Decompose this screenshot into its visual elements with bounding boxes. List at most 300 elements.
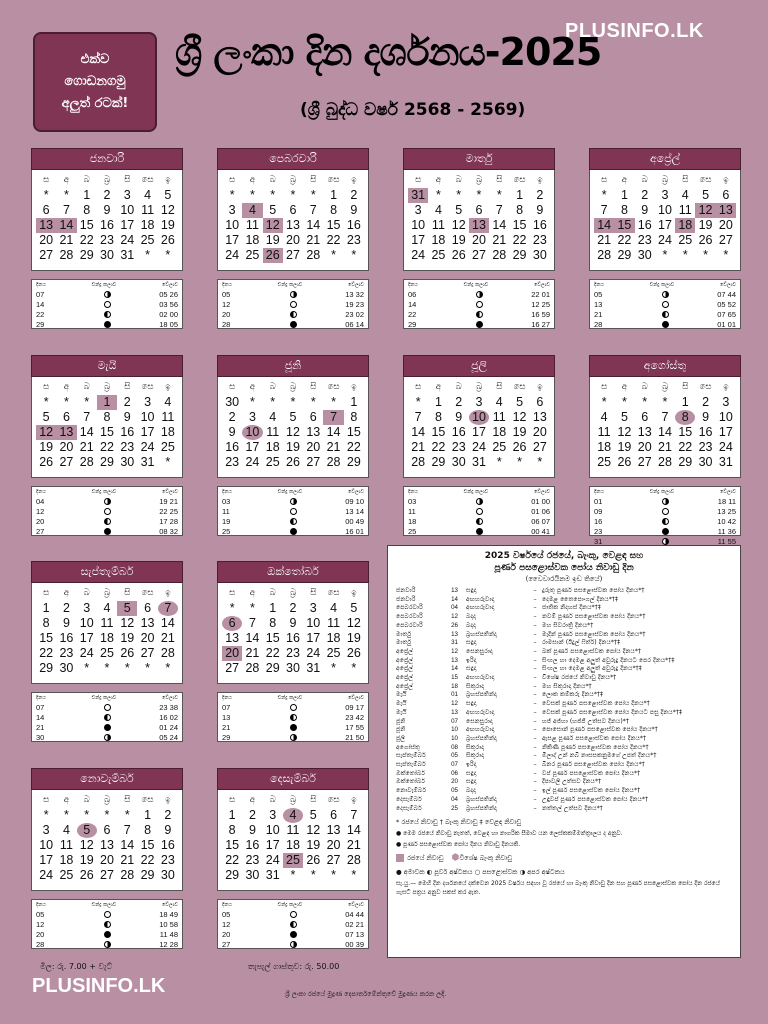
moon-new-icon xyxy=(104,528,111,535)
calendar-day: * xyxy=(703,248,708,262)
calendar-day: 7 xyxy=(158,601,178,616)
calendar-day: 20 xyxy=(306,440,321,454)
calendar-day: 23 xyxy=(59,646,74,660)
moon-phase-row xyxy=(408,319,550,329)
calendar-day: 16 xyxy=(59,631,74,645)
calendar-day: * xyxy=(723,248,729,262)
calendar-day: 17 xyxy=(245,440,260,454)
weekday-label: අ xyxy=(621,382,628,392)
month-calendar xyxy=(31,355,183,478)
holiday-legend-symbols: * රජයේ නිවාඩු † බැංකු නිවාඩු ‡ වෙළඳ නිවාඩු xyxy=(396,818,522,827)
weekday-label: සෙ xyxy=(513,382,526,392)
weekday-label: ඉ xyxy=(165,588,171,598)
holiday-date: 05 xyxy=(451,787,458,795)
calendar-day: 30 xyxy=(225,395,240,409)
calendar-day: 4 xyxy=(330,601,338,615)
calendar-day: 21 xyxy=(120,853,135,867)
phase-time: 23 38 xyxy=(159,702,178,712)
calendar-day: 1 xyxy=(228,808,236,822)
moon-phase-table xyxy=(217,692,369,742)
calendar-day: 29 xyxy=(225,868,240,882)
phase-time: 16 27 xyxy=(531,319,550,329)
calendar-day: 25 xyxy=(492,440,507,454)
calendar-day: 23 xyxy=(286,646,300,660)
moon-phase-row xyxy=(408,516,550,526)
calendar-day: 14 xyxy=(79,425,94,439)
calendar-day: 7 xyxy=(661,410,669,424)
calendar-day: 11 xyxy=(161,410,175,424)
moon-phase-row xyxy=(594,299,736,309)
calendar-day: 24 xyxy=(472,440,486,454)
calendar-day: 5 xyxy=(269,203,277,217)
calendar-day: 28 xyxy=(326,455,341,469)
phase-time: 07 65 xyxy=(717,309,736,319)
calendar-day: * xyxy=(415,395,421,409)
moon-first-icon xyxy=(290,734,297,741)
calendar-day: 25 xyxy=(326,646,341,660)
calendar-day: 28 xyxy=(346,853,361,867)
calendar-day: 13 xyxy=(637,425,652,439)
holiday-row xyxy=(396,718,732,727)
calendar-day: 30 xyxy=(120,455,135,469)
calendar-day: 9 xyxy=(123,410,131,424)
month-days xyxy=(217,170,369,271)
calendar-day: 24 xyxy=(225,248,240,262)
page-title: ශ්‍රී ලංකා දින දර්ශනය-2025 xyxy=(175,30,602,74)
weekday-label: බ්‍ර xyxy=(103,795,111,805)
moon-phase-row xyxy=(408,526,550,536)
phase-time: 11 48 xyxy=(159,929,178,939)
calendar-day: 6 xyxy=(289,203,297,217)
weekday-label: සෙ xyxy=(141,175,154,185)
calendar-day: 11 xyxy=(678,203,692,217)
phase-date: 04 xyxy=(36,496,45,506)
calendar-day: 20 xyxy=(637,440,652,454)
calendar-day: 15 xyxy=(140,838,155,852)
holiday-name: වෙසක් පූර්ණ පසළොස්වක පෝය දිනය*† xyxy=(542,700,650,708)
moon-phase-row xyxy=(594,526,736,536)
calendar-day: 23 xyxy=(346,233,361,247)
moon-new-icon xyxy=(290,528,297,535)
calendar-day: 9 xyxy=(164,823,172,837)
calendar-day: * xyxy=(104,808,110,822)
holiday-weekday: අඟහරුවාදා xyxy=(466,726,495,734)
moon-phase-row xyxy=(36,299,178,309)
phase-header: වේලාව xyxy=(347,489,364,495)
month-name: මාර්තු xyxy=(403,148,555,170)
calendar-day: 10 xyxy=(306,616,321,630)
phase-time: 23 42 xyxy=(345,712,364,722)
phase-date: 25 xyxy=(222,526,231,536)
holiday-month: මාර්තු xyxy=(396,639,412,647)
holiday-date: 13 xyxy=(451,656,458,664)
weekday-label: අ xyxy=(249,382,256,392)
calendar-day: 26 xyxy=(512,440,527,454)
weekday-label: සෙ xyxy=(327,795,340,805)
phase-header: දිනය xyxy=(36,902,46,908)
calendar-day: 19 xyxy=(160,218,175,232)
holiday-month: පෙබරවාරි xyxy=(396,613,423,621)
phase-date: 06 xyxy=(408,289,417,299)
calendar-day: 3 xyxy=(414,203,422,217)
calendar-day: 28 xyxy=(597,248,612,262)
weekday-label: සි xyxy=(496,175,503,185)
month-days xyxy=(217,583,369,684)
holiday-row xyxy=(396,622,732,631)
calendar-day: 19 xyxy=(39,440,54,454)
phase-time: 00 39 xyxy=(345,939,364,949)
moon-full-icon xyxy=(476,301,483,308)
calendar-day: 30 xyxy=(160,868,175,882)
calendar-day: 12 xyxy=(36,425,56,440)
calendar-day: * xyxy=(84,395,90,409)
moon-last-icon xyxy=(476,311,483,318)
calendar-day: 6 xyxy=(536,395,544,409)
weekday-label: ස xyxy=(601,175,608,185)
holiday-name: බිනර පූර්ණ පසළොස්වක පෝය දිනය*† xyxy=(542,761,645,769)
holiday-separator: – xyxy=(533,613,537,621)
calendar-day: 13 xyxy=(56,425,76,440)
calendar-day: 13 xyxy=(36,218,56,233)
phase-time: 12 25 xyxy=(531,299,550,309)
calendar-day: 13 xyxy=(225,631,240,645)
calendar-day: 25 xyxy=(100,646,114,660)
calendar-day: 26 xyxy=(451,248,466,262)
holiday-weekday: අඟහරුවාදා xyxy=(466,708,495,716)
phase-time: 06 07 xyxy=(531,516,550,526)
calendar-day: 21 xyxy=(326,440,341,454)
holiday-name: මීලාද් උන් නබි නාසසකනුමගේ උපත් දිනය*† xyxy=(542,752,657,760)
moon-phase-row xyxy=(222,516,364,526)
holiday-date: 13 xyxy=(451,708,458,716)
holiday-date: 31 xyxy=(451,639,458,647)
phase-date: 05 xyxy=(594,289,603,299)
calendar-day: 6 xyxy=(641,410,649,424)
calendar-day: 26 xyxy=(346,646,361,660)
calendar-day: 24 xyxy=(79,646,94,660)
calendar-day: 29 xyxy=(79,248,94,262)
moon-phase-row xyxy=(222,299,364,309)
phase-date: 11 xyxy=(408,506,416,516)
moon-last-icon xyxy=(104,518,111,525)
calendar-day: 7 xyxy=(495,203,503,217)
phase-date: 13 xyxy=(594,299,603,309)
calendar-day: 2 xyxy=(350,188,358,202)
calendar-day: 30 xyxy=(532,248,547,262)
holiday-row xyxy=(396,631,732,640)
calendar-day: 15 xyxy=(100,425,114,439)
calendar-day: 18 xyxy=(100,631,114,645)
moon-last-icon xyxy=(104,311,111,318)
calendar-day: 1 xyxy=(681,395,689,409)
phase-header: දිනය xyxy=(594,489,604,495)
calendar-day: 12 xyxy=(346,616,361,630)
moon-phase-row xyxy=(222,939,364,949)
calendar-day: 4 xyxy=(164,395,172,409)
month-name: පෙබරවාරි xyxy=(217,148,369,170)
calendar-day: 15 xyxy=(225,838,240,852)
holiday-month: මාර්තු xyxy=(396,630,412,638)
month-days xyxy=(31,583,183,684)
calendar-day: 9 xyxy=(289,616,297,630)
phase-header: දිනය xyxy=(36,489,46,495)
holiday-month: ජනවාරි xyxy=(396,587,416,594)
calendar-day: 4 xyxy=(600,410,608,424)
calendar-day: 16 xyxy=(698,425,713,439)
holiday-name: මැදින් පූර්ණ පසළොස්වක පෝය දිනය*† xyxy=(542,630,646,638)
holiday-name: වෙසක් පූර්ණ පසළොස්වක පෝය දිනයට පසු දිනය*†‡ xyxy=(542,708,683,716)
phase-date: 16 xyxy=(594,516,603,526)
weekday-label: අ xyxy=(249,175,256,185)
calendar-day: 1 xyxy=(269,601,277,615)
holiday-separator: – xyxy=(533,717,537,725)
postage-label: තැපැල් ගාස්තුව: රු. 50.00 xyxy=(248,962,340,971)
moon-phase-row xyxy=(408,506,550,516)
calendar-day: 22 xyxy=(79,233,94,247)
phase-date: 20 xyxy=(222,309,231,319)
holiday-date: 14 xyxy=(451,595,458,603)
calendar-day: 25 xyxy=(160,440,175,454)
calendar-day: 24 xyxy=(120,233,135,247)
holiday-row xyxy=(396,604,732,613)
calendar-day: 3 xyxy=(248,410,256,424)
month-name: ජූනි xyxy=(217,355,369,377)
holiday-date: 05 xyxy=(451,752,458,760)
weekday-label: ස xyxy=(229,588,236,598)
moon-new-icon xyxy=(662,321,669,328)
holiday-weekday: සිකුරාදා xyxy=(466,752,484,760)
calendar-day: 29 xyxy=(346,455,361,469)
holiday-row xyxy=(396,596,732,605)
phase-time: 07 44 xyxy=(717,289,736,299)
holiday-name: නත්තල් උත්සව දිනය*† xyxy=(542,804,603,812)
phase-date: 29 xyxy=(36,319,45,329)
calendar-day: 7 xyxy=(248,616,256,630)
calendar-day: 21 xyxy=(59,233,74,247)
phase-time: 05 24 xyxy=(159,732,178,742)
phase-time: 11 36 xyxy=(717,526,736,536)
calendar-day: 17 xyxy=(140,425,155,439)
calendar-day: 8 xyxy=(620,203,628,217)
holiday-row xyxy=(396,674,732,683)
phase-date: 25 xyxy=(408,526,417,536)
calendar-day: * xyxy=(63,395,69,409)
calendar-day: * xyxy=(229,188,235,202)
calendar-day: 30 xyxy=(286,661,300,675)
calendar-day: 18 xyxy=(245,233,260,247)
moon-first-icon xyxy=(476,291,483,298)
phase-header: දිනය xyxy=(36,695,46,701)
weekday-label: බ්‍ර xyxy=(289,175,297,185)
phase-header: දිනය xyxy=(222,282,232,288)
phase-date: 27 xyxy=(36,526,45,536)
month-days xyxy=(403,170,555,271)
calendar-day: 8 xyxy=(434,410,442,424)
month-name: ජූලි xyxy=(403,355,555,377)
calendar-day: 19 xyxy=(306,838,321,852)
calendar-day: 8 xyxy=(350,410,358,424)
holiday-month: අප්‍රේල් xyxy=(396,656,413,664)
calendar-day: 13 xyxy=(140,616,155,630)
calendar-day: 12 xyxy=(451,218,466,232)
calendar-day: 6 xyxy=(722,188,730,202)
holiday-month: අප්‍රේල් xyxy=(396,647,413,655)
calendar-day: 5 xyxy=(620,410,628,424)
calendar-day: 21 xyxy=(658,440,672,454)
holiday-date: 20 xyxy=(451,778,458,786)
moon-phase-row xyxy=(36,712,178,722)
calendar-day: 18 xyxy=(265,440,280,454)
calendar-day: 29 xyxy=(678,455,693,469)
holiday-weekday: සඳුදා xyxy=(466,778,477,786)
calendar-day: 10 xyxy=(265,823,280,837)
moon-new-icon xyxy=(662,528,669,535)
holiday-row xyxy=(396,761,732,770)
holiday-date: 08 xyxy=(451,743,458,751)
calendar-day: 30 xyxy=(451,455,466,469)
calendar-day: 17 xyxy=(472,425,486,439)
calendar-day: 5 xyxy=(455,203,463,217)
weekday-label: ඉ xyxy=(723,175,729,185)
calendar-day: 17 xyxy=(265,838,280,852)
month-days xyxy=(589,377,741,478)
moon-phase-row xyxy=(222,309,364,319)
phase-header: දිනය xyxy=(36,282,46,288)
calendar-day: * xyxy=(476,188,482,202)
calendar-day: 20 xyxy=(140,631,155,645)
calendar-day: 31 xyxy=(472,455,486,469)
calendar-day: * xyxy=(84,808,90,822)
calendar-day: 23 xyxy=(637,233,652,247)
holiday-legend-swatch xyxy=(396,853,732,863)
calendar-day: * xyxy=(270,188,276,202)
weekday-label: බ xyxy=(455,175,462,185)
calendar-day: 7 xyxy=(414,410,422,424)
calendar-day: 15 xyxy=(265,631,280,645)
holiday-name: සිංහල හා දෙමළ අලුත් අවුරුදු දිනය*†‡ xyxy=(542,665,642,673)
calendar-day: 13 xyxy=(469,218,489,233)
holiday-date: 12 xyxy=(451,700,458,708)
holiday-weekday: සඳුදා xyxy=(466,665,477,673)
calendar-day: 20 xyxy=(532,425,547,439)
phase-time: 16 59 xyxy=(531,309,550,319)
weekday-label: බ xyxy=(83,175,90,185)
calendar-day: 3 xyxy=(661,188,669,202)
calendar-day: 27 xyxy=(39,248,54,262)
calendar-day: * xyxy=(249,601,255,615)
weekday-label: අ xyxy=(249,795,256,805)
weekday-label: බ xyxy=(641,382,648,392)
calendar-day: 26 xyxy=(306,853,321,867)
moon-new-icon xyxy=(104,321,111,328)
calendar-day: 26 xyxy=(120,646,135,660)
calendar-day: 17 xyxy=(411,233,426,247)
holiday-separator: – xyxy=(533,639,537,647)
weekday-label: ඉ xyxy=(165,175,171,185)
phase-time: 03 56 xyxy=(159,299,178,309)
phase-date: 07 xyxy=(36,289,45,299)
month-name: ඔක්තෝබර් xyxy=(217,561,369,583)
moon-last-icon xyxy=(476,518,483,525)
holiday-weekday: බ්‍රහස්පතින්දා xyxy=(466,795,497,803)
calendar-day: 12 xyxy=(263,218,283,233)
calendar-day: 22 xyxy=(39,646,54,660)
moon-phase-row xyxy=(222,506,364,516)
calendar-day: 10 xyxy=(242,425,262,440)
calendar-day: 8 xyxy=(269,616,277,630)
holiday-separator: – xyxy=(533,743,537,751)
phase-header: චන්ද්‍ර කලාව xyxy=(91,489,117,495)
holiday-name: සිංහල හා දෙමළ අලුත් අවුරුදු දිනයට පෙර දිනය*†‡ xyxy=(542,656,675,664)
weekday-label: අ xyxy=(63,382,70,392)
brand-logo-bottom: PLUSINFO.LK xyxy=(32,975,166,997)
calendar-day: 5 xyxy=(77,823,97,838)
holiday-month: පෙබරවාරි xyxy=(396,604,423,612)
calendar-day: * xyxy=(63,188,69,202)
holiday-weekday: සඳුදා xyxy=(466,639,477,647)
calendar-day: 12 xyxy=(160,203,175,217)
calendar-day: * xyxy=(537,455,543,469)
calendar-day: 6 xyxy=(222,616,242,631)
phase-time: 10 42 xyxy=(717,516,736,526)
calendar-day: 16 xyxy=(346,218,361,232)
holiday-name: වප් පූර්ණ පසළොස්වක පෝය දිනය*† xyxy=(542,769,641,777)
calendar-day: * xyxy=(165,455,171,469)
phase-date: 07 xyxy=(222,702,231,712)
calendar-day: 19 xyxy=(346,631,361,645)
calendar-day: 22 xyxy=(512,233,527,247)
moon-last-icon xyxy=(104,714,111,721)
weekday-label: බ්‍ර xyxy=(289,795,297,805)
weekday-label: බ්‍ර xyxy=(103,588,111,598)
calendar-day: 10 xyxy=(225,218,240,232)
phase-time: 22 25 xyxy=(159,506,178,516)
phase-date: 05 xyxy=(222,909,231,919)
phase-time: 18 11 xyxy=(717,496,736,506)
phase-header: වේලාව xyxy=(161,489,178,495)
moon-new-icon xyxy=(290,321,297,328)
month-name: මැයි xyxy=(31,355,183,377)
holiday-weekday: අඟහරුවාදා xyxy=(466,604,495,612)
calendar-day: 21 xyxy=(597,233,612,247)
weekday-label: සෙ xyxy=(141,795,154,805)
moon-last-icon xyxy=(290,714,297,721)
calendar-day: 23 xyxy=(100,233,114,247)
calendar-day: * xyxy=(249,188,255,202)
weekday-label: සි xyxy=(310,175,317,185)
month-name: අප්‍රේල් xyxy=(589,148,741,170)
phase-date: 05 xyxy=(36,909,45,919)
month-calendar xyxy=(31,768,183,891)
calendar-day: 22 xyxy=(140,853,155,867)
moon-phase-row xyxy=(36,309,178,319)
calendar-day: * xyxy=(290,868,296,882)
holiday-row xyxy=(396,744,732,753)
calendar-day: 22 xyxy=(265,646,280,660)
holiday-name: රාමසාන් (ඊදුල් ෆිත්ර්) දිනය*†‡ xyxy=(542,639,621,647)
calendar-day: 21 xyxy=(245,646,260,660)
phase-date: 28 xyxy=(222,319,231,329)
holiday-row xyxy=(396,752,732,761)
calendar-day: 21 xyxy=(411,440,426,454)
calendar-day: 27 xyxy=(286,248,300,262)
month-days xyxy=(403,377,555,478)
calendar-day: 11 xyxy=(266,425,280,439)
calendar-day: 31 xyxy=(718,455,733,469)
holiday-weekday: සිකුරාදා xyxy=(466,743,484,751)
holiday-date: 10 xyxy=(451,734,458,742)
holiday-name: ඉල් පූර්ණ පසළොස්වක පෝය දිනය*† xyxy=(542,787,641,795)
